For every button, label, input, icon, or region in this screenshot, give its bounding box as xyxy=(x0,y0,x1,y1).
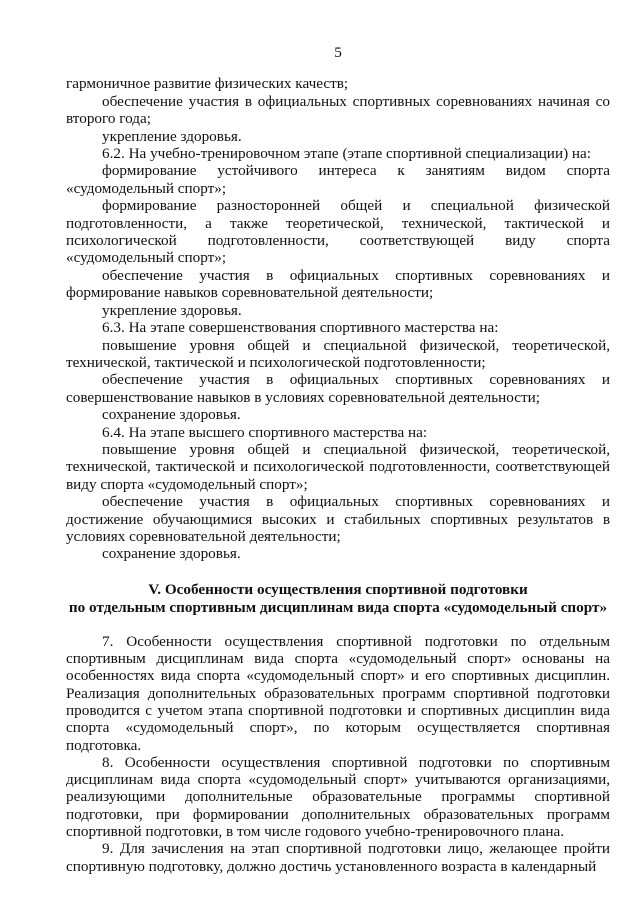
paragraph: обеспечение участия в официальных спортивных соревнованиях и совершенствование навыков в условиях соревновательной деятельности; xyxy=(66,371,610,406)
paragraph: сохранение здоровья. xyxy=(102,545,241,563)
section-heading-line-1: V. Особенности осуществления спортивной подготовки xyxy=(148,580,528,598)
section-heading xyxy=(48,581,628,617)
paragraph: повышение уровня общей и специальной физической, теоретической, технической, тактической и психологической подготовленности, соответствующей виду спорта «судомодельный спорт»; xyxy=(66,440,610,493)
paragraph: 8. Особенности осуществления спортивной подготовки по спортивным дисциплинам вида спорта «судомодельный спорт» учитываются организациями, реализующими дополнительные образовательные программы спортивной подготовки, при формировании дополнительных образовательных программ спортивной подготовки, в том числе годового учебно-тренировочного плана. xyxy=(66,753,610,841)
paragraph: обеспечение участия в официальных спортивных соревнованиях и достижение обучающимися высоких и стабильных спортивных результатов в условиях соревновательной деятельности; xyxy=(66,493,610,545)
paragraph: обеспечение участия в официальных спортивных соревнованиях начиная со второго года; xyxy=(66,92,610,128)
paragraph: формирование разносторонней общей и специальной физической подготовленности, а также теоретической, технической, тактической и психологической подготовленности, соответствующей виду спорта «судомодельный спорт»; xyxy=(66,197,610,267)
page-number: 5 xyxy=(334,44,342,61)
paragraph: 6.3. На этапе совершенствования спортивного мастерства на: xyxy=(102,319,499,337)
paragraph: 9. Для зачисления на этап спортивной подготовки лицо, желающее пройти спортивную подготовку, должно достичь установленного возраста в календарный xyxy=(66,840,610,875)
paragraph: формирование устойчивого интереса к занятиям видом спорта «судомодельный спорт»; xyxy=(66,162,610,197)
section-heading-line-2: по отдельным спортивным дисциплинам вида спорта «судомодельный спорт» xyxy=(68,598,608,616)
paragraph: повышение уровня общей и специальной физической, теоретической, технической, тактической и психологической подготовленности; xyxy=(66,336,610,371)
paragraph: 7. Особенности осуществления спортивной подготовки по отдельным спортивным дисциплинам вида спорта «судомодельный спорт» основаны на особенностях вида спорта «судомодельный спорт» и его спортивных дисциплин. Реализация дополнительных образовательных программ спортивной подготовки проводится с учетом этапа спортивной подготовки и спортивных дисциплин вида спорта «судомодельный спорт», по которым осуществляется спортивная подготовка. xyxy=(66,632,610,754)
paragraph: обеспечение участия в официальных спортивных соревнованиях и формирование навыков соревновательной деятельности; xyxy=(66,266,610,302)
section-top-body xyxy=(66,75,610,562)
paragraph: укрепление здоровья. xyxy=(102,127,242,145)
paragraph: гармоничное развитие физических качеств; xyxy=(66,75,349,93)
paragraph: 6.2. На учебно-тренировочном этапе (этапе спортивной специализации) на: xyxy=(102,145,592,163)
section-five-body xyxy=(66,633,610,875)
paragraph: укрепление здоровья. xyxy=(102,301,242,319)
paragraph: сохранение здоровья. xyxy=(102,406,241,424)
paragraph: 6.4. На этапе высшего спортивного мастерства на: xyxy=(102,423,428,441)
